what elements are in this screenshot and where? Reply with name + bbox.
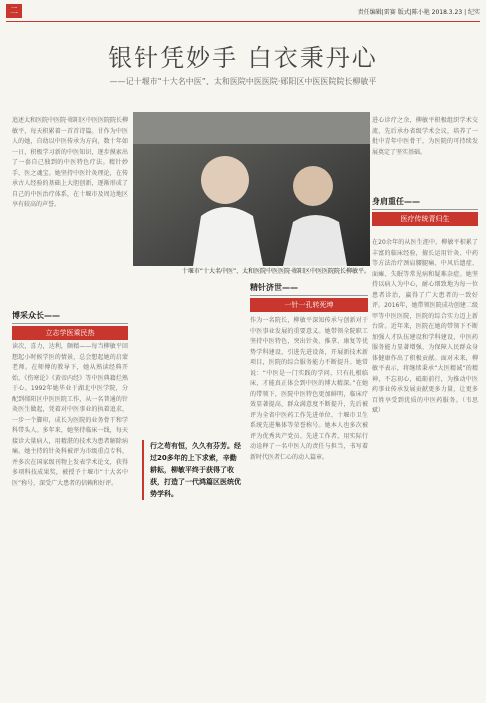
- section-2-subtitle: 一针一孔转死坤: [250, 298, 368, 312]
- header-meta: 责任编辑|雷赛 版式|陈小艳 2018.3.23 | 纪实: [357, 9, 480, 16]
- body-column-3: 进心诊疗之余，柳敏平积极组织学术交流，先后承办省级学术会议，培养了一批中青年中医骨干，为医院的可持续发展奠定了坚实基础。: [372, 117, 478, 156]
- section-1-title: 博采众长——: [12, 310, 128, 324]
- body-column-1b: 读次，喜力，达利，颇精——每当柳敏平回想起小时候学医的情景，总会想起她的启蒙老师。在师傅的教导下，她从熟读经典开始，《伤寒论》《黄帝内经》等中医典籍烂熟于心。1992年她毕业于湖北中医学院，分配到郧阳区中医医院工作，从一名普通的针灸医生做起，凭着对中医事业的执着追求，一步一个脚印，成长为医院的业务骨干和学科带头人。多年来，她坚持临床一线，每天接诊大量病人，用精湛的技术为患者解除病痛。她主持的针灸科被评为市级重点专科，并多次在国家级刊物上发表学术论文，获得多项科技成果奖，被授予十堰市“十大名中医”称号，深受广大患者的信赖和好评。: [12, 343, 128, 487]
- body-column-2: 作为一名院长，柳敏平深知传承与创新对于中医事业发展的重要意义。她带领全院职工坚持中医特色，突出针灸、推拿、康复等优势学科建设，引进先进设备，开展新技术新项目，医院的综合服务能力不断提升。她常说：“中医是一门实践的学问，只有扎根临床，才能真正体会到中医的博大精深。”在她的带领下，医院中医特色更加鲜明，临床疗效显著提高，群众满意度不断提升，先后被评为全省中医药工作先进单位、十堰市卫生系统先进集体等荣誉称号。她本人也多次被评为优秀共产党员、先进工作者，用实际行动诠释了一名中医人的责任与担当，书写着新时代医者仁心的动人篇章。: [250, 317, 368, 461]
- article-photo: [133, 112, 370, 266]
- page-header: [6, 4, 480, 22]
- body-column-1: 追述太和医院中医院·郧阳区中医医院院长柳敏平，每天积累着一首首诗篇。甘作为中医人的她，自幼以中医传承为方向，数十年如一日，积极学习新的中医知识，逐步摸索出了一套自己独到的中医特色疗法。精针妙手，医之魂宝。她坚持中医针灸理论，在传承古人经验的基础上大胆创新，逐渐形成了自己的中医治疗体系，在十堰市及周边地区享有较高的声誉。: [12, 117, 128, 208]
- pullquote: 行之苟有恒，久久有芬芳。经过20多年的上下求索，辛勤耕耘，柳敏平终于获得了收获，打造了一代鸿篇区医统优势学科。: [142, 440, 242, 500]
- section-3-title: 身肩重任——: [372, 196, 478, 210]
- section-1-header: [12, 310, 128, 340]
- article-title: 银针凭妙手 白衣秉丹心: [108, 44, 378, 72]
- section-3-header: [372, 196, 478, 226]
- section-2-title: 精针济世——: [250, 282, 368, 296]
- body-column-3b: 在20余年的从医生涯中，柳敏平积累了丰富的临床经验，擅长运用针灸、中药等方法治疗颈肩腰腿痛、中风后遗症、面瘫、失眠等常见病和疑难杂症。她坚持以病人为中心，耐心细致地为每一位患者诊治，赢得了广大患者的一致好评。2016年，她带领医院成功创建二级甲等中医医院，医院的综合实力迈上新台阶。近年来，医院在她的带领下不断加强人才队伍建设和学科建设，中医药服务能力显著增强，为保障人民群众身体健康作出了积极贡献。面对未来，柳敏平表示，将继续秉承“大医精诚”的精神，不忘初心，砥砺前行，为推动中医药事业传承发展贡献更多力量，让更多百姓享受到优质的中医药服务。（韦思斌）: [372, 239, 478, 414]
- photo-caption: 十堰市“十大名中医”、太和医院中医医院·郧阳区中医医院院长柳敏平。: [181, 268, 370, 275]
- section-2-header: [250, 282, 368, 312]
- article-subtitle: ——记十堰市“十大名中医”、太和医院中医医院·郧阳区中医医院院长柳敏平: [109, 77, 377, 86]
- section-1-subtitle: 立志学医乘民热: [12, 326, 128, 340]
- section-3-subtitle: 医疗传统青归生: [372, 212, 478, 226]
- page-number-badge: 二: [6, 4, 22, 18]
